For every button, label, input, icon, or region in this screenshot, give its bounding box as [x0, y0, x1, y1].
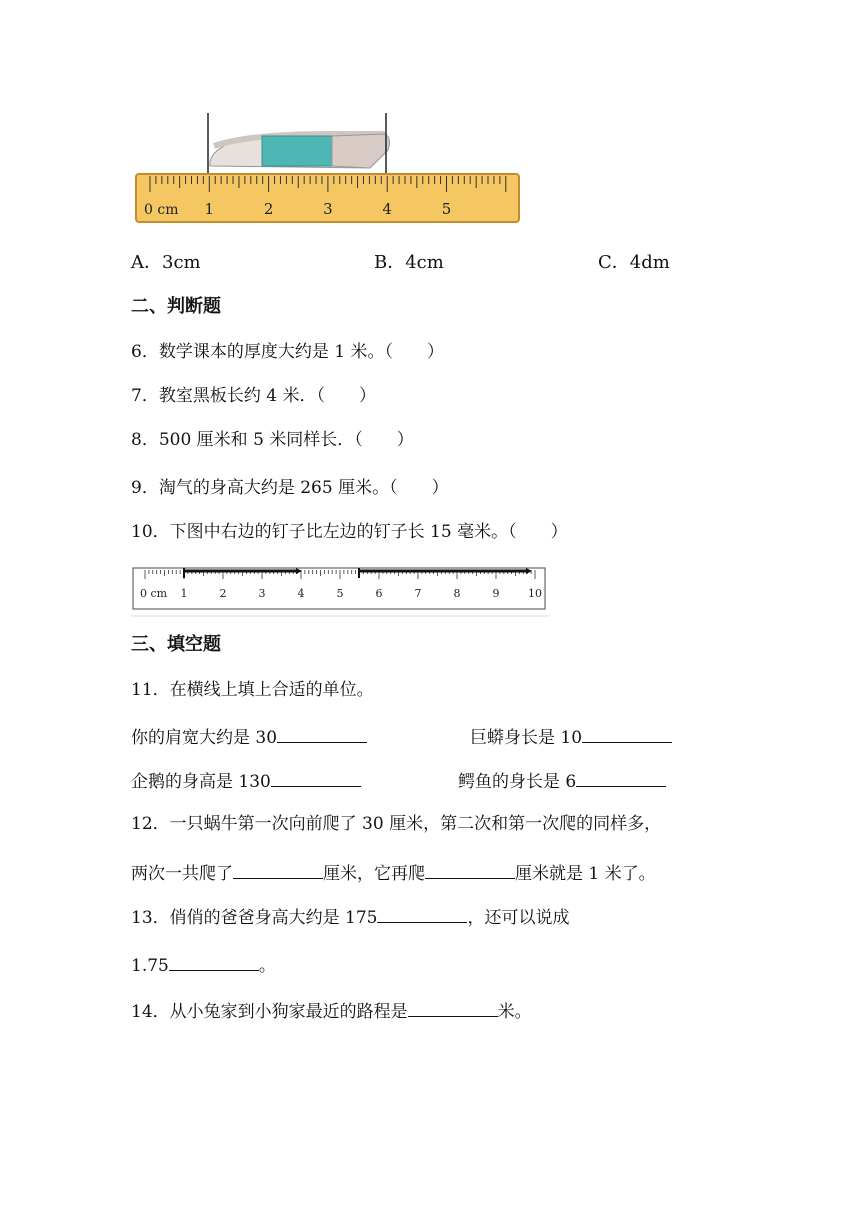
question-10: 10．下图中右边的钉子比左边的钉子长 15 毫米。（ ） — [131, 522, 568, 542]
ruler2-tick-label: 5 — [336, 587, 344, 600]
q11-item-2 — [470, 726, 672, 747]
q11-item-2-text: 巨蟒身长是 10 — [470, 728, 583, 748]
answer-blank[interactable] — [576, 770, 666, 787]
ruler1-unit-label: 0 cm — [144, 202, 179, 218]
q12-text-c: 厘米就是 1 米了。 — [515, 864, 656, 884]
q12-text-a: 两次一共爬了 — [131, 864, 233, 884]
ruler1-tick-label: 2 — [263, 200, 274, 218]
option-c: C．4dm — [598, 252, 670, 273]
answer-blank[interactable] — [582, 726, 672, 743]
ruler2-tick-label: 4 — [297, 587, 305, 600]
ruler2-tick-label: 7 — [414, 587, 422, 600]
ruler1-tick-label: 3 — [323, 200, 333, 218]
section-2-heading: 二、判断题 — [131, 296, 221, 317]
question-13-line-1 — [131, 906, 569, 927]
ruler2-tick-label: 2 — [219, 587, 227, 600]
ruler2-tick-label: 3 — [258, 587, 266, 600]
q11-item-4 — [458, 770, 666, 791]
q13-text-d: 。 — [258, 956, 276, 976]
ruler1-tick-label: 5 — [441, 200, 452, 218]
q13-text-a: 13．俏俏的爸爸身高大约是 175 — [131, 908, 378, 928]
question-11-prompt: 11．在横线上填上合适的单位。 — [131, 680, 374, 700]
nail-ruler-figure — [130, 562, 550, 618]
ruler-eraser-figure — [130, 108, 525, 230]
ruler2-tick-label: 10 — [528, 587, 542, 600]
option-b: B．4cm — [374, 252, 444, 273]
ruler2-tick-label: 8 — [453, 587, 461, 600]
q13-text-b: ，还可以说成 — [467, 908, 570, 928]
q14-text-a: 14．从小兔家到小狗家最近的路程是 — [131, 1002, 408, 1022]
q11-item-1 — [131, 726, 367, 747]
ruler2-tick-label: 6 — [375, 587, 383, 600]
q13-text-c: 1.75 — [131, 956, 169, 976]
answer-blank[interactable] — [425, 862, 515, 879]
ruler1-tick-label: 4 — [382, 200, 392, 218]
answer-blank[interactable] — [377, 906, 467, 923]
question-9: 9．淘气的身高大约是 265 厘米。（ ） — [131, 478, 449, 498]
option-a: A．3cm — [131, 252, 201, 273]
question-8: 8．500 厘米和 5 米同样长．（ ） — [131, 430, 414, 450]
q11-item-4-text: 鳄鱼的身长是 6 — [458, 772, 577, 792]
q11-item-1-text: 你的肩宽大约是 30 — [131, 728, 278, 748]
ruler1-tick-label: 1 — [204, 200, 215, 218]
question-12-line-1: 12．一只蜗牛第一次向前爬了 30 厘米，第二次和第一次爬的同样多， — [131, 814, 662, 834]
ruler2-tick-label: 9 — [492, 587, 500, 600]
q11-item-3-text: 企鹅的身高是 130 — [131, 772, 271, 792]
answer-blank[interactable] — [271, 770, 361, 787]
answer-blank[interactable] — [408, 1000, 498, 1017]
section-3-heading: 三、填空题 — [131, 634, 221, 655]
q14-text-b: 米。 — [497, 1002, 532, 1022]
question-12-line-2 — [131, 862, 656, 883]
question-13-line-2 — [131, 954, 276, 975]
answer-blank[interactable] — [169, 954, 259, 971]
ruler2-unit-label: 0 cm — [140, 587, 168, 600]
q11-item-3 — [131, 770, 361, 791]
ruler2-tick-label: 1 — [180, 587, 188, 600]
answer-blank[interactable] — [233, 862, 323, 879]
q12-text-b: 厘米，它再爬 — [323, 864, 425, 884]
question-7: 7．教室黑板长约 4 米．（ ） — [131, 386, 376, 406]
question-14 — [131, 1000, 532, 1021]
answer-blank[interactable] — [277, 726, 367, 743]
question-6: 6．数学课本的厚度大约是 1 米。（ ） — [131, 342, 444, 362]
